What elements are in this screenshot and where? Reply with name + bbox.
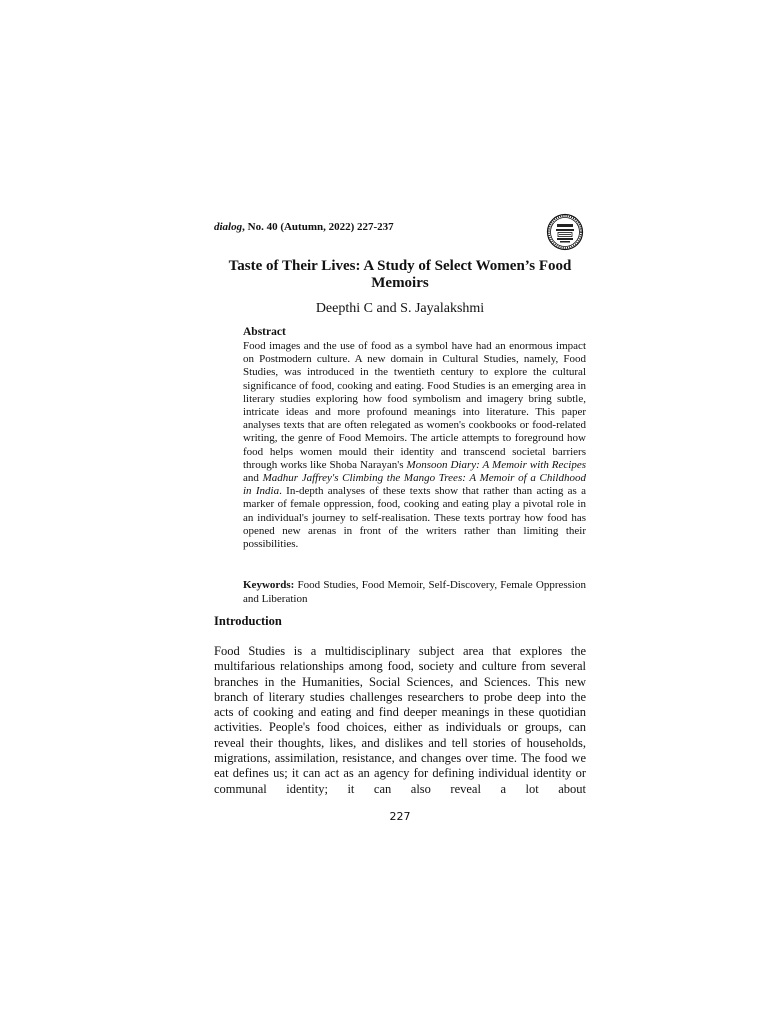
- abstract-text-part2: and: [243, 472, 263, 485]
- abstract-heading: Abstract: [243, 326, 286, 338]
- keywords-line: [243, 578, 586, 606]
- university-seal-icon: [546, 213, 584, 251]
- journal-name: dialog: [214, 221, 243, 233]
- abstract-text-part1: Food images and the use of food as a symbol have had an enormous impact on Postmodern culture. A new domain in Cultural Studies, namely, Food Studies, was introduced in the twentieth century to explore the cultural significance of food, cooking and eating. Food Studies is an emerging area in literary studies exploring how food symbolism and imagery bring subtle, intricate ideas and more profound meanings into literature. This paper analyses texts that are often relegated as women's cookbooks or food-related writing, the genre of Food Memoirs. The article attempts to foreground how food helps women mould their identity and transcend societal barriers through works like Shoba Narayan's: [243, 340, 586, 471]
- journal-details: , No. 40 (Autumn, 2022) 227-237: [242, 221, 394, 233]
- page-number: 227: [389, 810, 411, 823]
- introduction-paragraph: Food Studies is a multidisciplinary subject area that explores the multifarious relationships among food, society and culture from several branches in the Humanities, Social Sciences, and Sciences. This new branch of literary studies challenges researchers to probe deep into the acts of cooking and eating and find deeper meanings in these quotidian activities. People's food choices, either as individuals or groups, can reveal their thoughts, likes, and dislikes and tell stories of households, migrations, assimilation, resistance, and changes over time. The food we eat defines us; it can act as an agency for defining individual identity or communal identity; it can also reveal a lot about: [214, 644, 586, 796]
- introduction-heading: Introduction: [214, 614, 282, 628]
- keywords-label: Keywords:: [243, 579, 295, 591]
- abstract-text-part3: . In-depth analyses of these texts show that rather than acting as a marker of female oppression, food, cooking and eating play a pivotal role in an individual's journey to self-realisation. These texts portray how food has opened new arenas in front of the writers rather than limiting their possibilities.: [243, 485, 587, 551]
- journal-citation: [214, 221, 394, 233]
- abstract-work-title-1: Monsoon Diary: A Memoir with Recipes: [406, 458, 587, 471]
- article-title: Taste of Their Lives: A Study of Select Women’s Food Memoirs: [228, 258, 572, 291]
- abstract-body: [243, 340, 586, 551]
- article-authors: Deepthi C and S. Jayalakshmi: [315, 301, 485, 316]
- keywords-text: Food Studies, Food Memoir, Self-Discovery, Female Oppression and Liberation: [243, 579, 586, 605]
- abstract-work-title-2: Madhur Jaffrey's Climbing the Mango Trees: A Memoir of a Childhood in India: [243, 472, 586, 498]
